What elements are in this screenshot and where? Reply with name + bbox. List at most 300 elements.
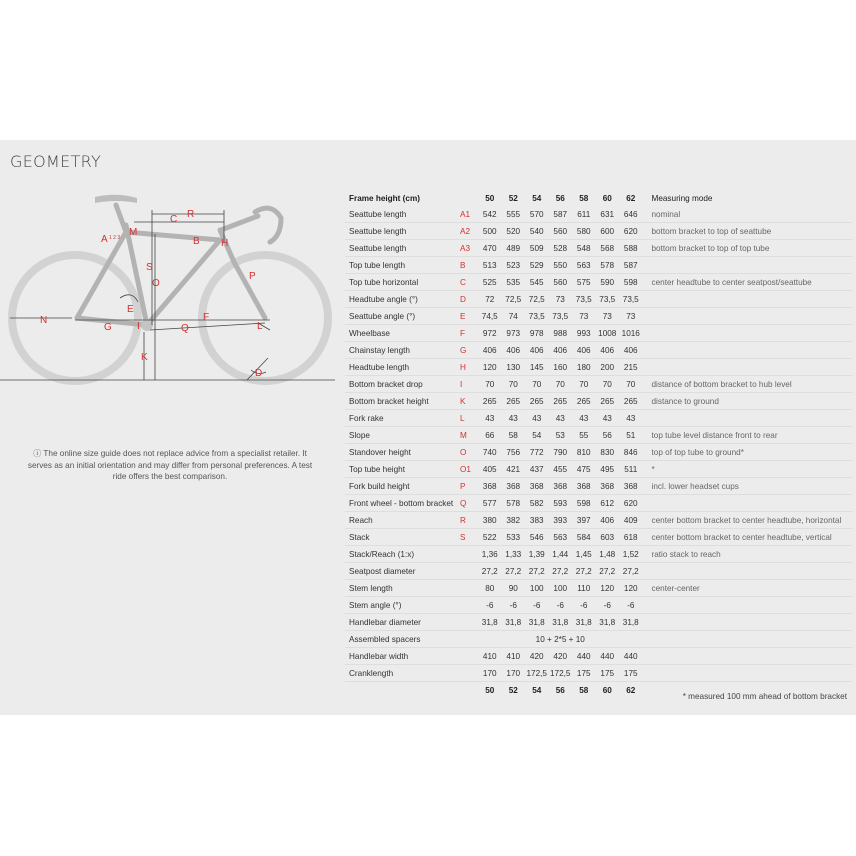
- row-value: 540: [525, 223, 549, 240]
- row-measuring-mode: top tube level distance front to rear: [643, 427, 852, 444]
- row-value: 600: [596, 223, 620, 240]
- header-size: 62: [626, 193, 636, 203]
- row-value: 175: [619, 665, 643, 682]
- row-value: 563: [549, 529, 573, 546]
- row-value: 598: [572, 495, 596, 512]
- row-value: 790: [549, 444, 573, 461]
- footnote: * measured 100 mm ahead of bottom bracket: [682, 692, 847, 701]
- row-value: 120: [478, 359, 502, 376]
- label-O: O: [152, 278, 160, 289]
- row-label: Chainstay length: [345, 342, 460, 359]
- row-code: [460, 631, 478, 648]
- row-measuring-mode: [643, 257, 852, 274]
- row-measuring-mode: [643, 359, 852, 376]
- label-A-sub: 1 2 3: [109, 235, 121, 241]
- row-value: -6: [478, 597, 502, 614]
- table-row: [345, 393, 852, 410]
- row-code: A3: [460, 240, 478, 257]
- row-label: Stack/Reach (1:x): [345, 546, 460, 563]
- row-value: 27,2: [596, 563, 620, 580]
- row-label: Seattube length: [345, 240, 460, 257]
- label-I: I: [137, 321, 140, 332]
- row-code: [460, 580, 478, 597]
- row-label: Bottom bracket height: [345, 393, 460, 410]
- label-K: K: [141, 352, 148, 363]
- row-value: -6: [572, 597, 596, 614]
- row-value: 74,5: [478, 308, 502, 325]
- row-measuring-mode: [643, 665, 852, 682]
- row-value: 368: [572, 478, 596, 495]
- table-row: [345, 274, 852, 291]
- table-row: [345, 376, 852, 393]
- row-value: 612: [596, 495, 620, 512]
- row-value: 70: [525, 376, 549, 393]
- table-row: [345, 291, 852, 308]
- row-value: 525: [478, 274, 502, 291]
- row-value: 382: [502, 512, 526, 529]
- footer-size: 52: [508, 685, 518, 695]
- row-value: 55: [572, 427, 596, 444]
- row-label: Slope: [345, 427, 460, 444]
- table-row: [345, 240, 852, 257]
- row-label: Stack: [345, 529, 460, 546]
- label-D: D: [255, 368, 263, 379]
- label-G: G: [104, 322, 112, 333]
- table-row: [345, 478, 852, 495]
- row-value: 528: [549, 240, 573, 257]
- row-value: 406: [525, 342, 549, 359]
- row-code: H: [460, 359, 478, 376]
- label-E: E: [127, 304, 134, 315]
- row-value: 533: [502, 529, 526, 546]
- row-merged-value: 10 + 2*5 + 10: [478, 631, 643, 648]
- row-label: Headtube angle (°): [345, 291, 460, 308]
- row-value: 593: [549, 495, 573, 512]
- table-row: [345, 529, 852, 546]
- row-value: 43: [502, 410, 526, 427]
- row-label: Seattube length: [345, 223, 460, 240]
- row-value: 368: [619, 478, 643, 495]
- row-value: 70: [572, 376, 596, 393]
- row-value: 27,2: [502, 563, 526, 580]
- row-value: 73: [596, 308, 620, 325]
- header-size: 50: [485, 193, 495, 203]
- row-code: L: [460, 410, 478, 427]
- row-value: 368: [549, 478, 573, 495]
- row-value: 978: [525, 325, 549, 342]
- bottom-bracket: [141, 319, 153, 331]
- table-row: [345, 580, 852, 597]
- row-value: 172,5: [549, 665, 573, 682]
- row-label: Seatpost diameter: [345, 563, 460, 580]
- row-value: 145: [525, 359, 549, 376]
- footer-size: 62: [626, 685, 636, 695]
- row-code: O1: [460, 461, 478, 478]
- row-label: Front wheel - bottom bracket: [345, 495, 460, 512]
- row-value: 160: [549, 359, 573, 376]
- table-row: [345, 410, 852, 427]
- row-value: 110: [572, 580, 596, 597]
- row-label: Stem angle (°): [345, 597, 460, 614]
- row-value: 568: [596, 240, 620, 257]
- row-value: 548: [572, 240, 596, 257]
- row-value: 406: [478, 342, 502, 359]
- table-row: [345, 342, 852, 359]
- label-B: B: [193, 236, 200, 247]
- row-value: 73: [549, 291, 573, 308]
- row-measuring-mode: incl. lower headset cups: [643, 478, 852, 495]
- row-value: 470: [478, 240, 502, 257]
- row-value: 587: [549, 206, 573, 223]
- row-value: 535: [502, 274, 526, 291]
- row-value: 130: [502, 359, 526, 376]
- row-value: 56: [596, 427, 620, 444]
- row-value: 27,2: [478, 563, 502, 580]
- row-label: Seattube length: [345, 206, 460, 223]
- row-value: 489: [502, 240, 526, 257]
- row-label: Reach: [345, 512, 460, 529]
- row-measuring-mode: [643, 614, 852, 631]
- row-value: 611: [572, 206, 596, 223]
- row-code: O: [460, 444, 478, 461]
- row-code: S: [460, 529, 478, 546]
- row-value: 988: [549, 325, 573, 342]
- page-title: GEOMETRY: [10, 152, 102, 171]
- row-value: 27,2: [549, 563, 573, 580]
- row-value: 383: [525, 512, 549, 529]
- row-value: 180: [572, 359, 596, 376]
- row-value: 265: [502, 393, 526, 410]
- row-value: 43: [596, 410, 620, 427]
- row-value: 1008: [596, 325, 620, 342]
- row-code: [460, 614, 478, 631]
- label-N: N: [40, 315, 48, 326]
- row-label: Standover height: [345, 444, 460, 461]
- row-value: 265: [549, 393, 573, 410]
- row-code: I: [460, 376, 478, 393]
- row-label: Bottom bracket drop: [345, 376, 460, 393]
- row-value: 1,52: [619, 546, 643, 563]
- row-code: A2: [460, 223, 478, 240]
- row-value: 405: [478, 461, 502, 478]
- row-value: 368: [478, 478, 502, 495]
- row-value: 73: [619, 308, 643, 325]
- size-guide-disclaimer: ⓘ The online size guide does not replace advice from a specialist retailer. It serves as an initial orientation and may differ from personal preferences. A test ride offers the best comparison.: [27, 449, 313, 481]
- row-measuring-mode: ratio stack to reach: [643, 546, 852, 563]
- row-value: 578: [502, 495, 526, 512]
- table-row: [345, 563, 852, 580]
- row-value: 27,2: [572, 563, 596, 580]
- table-row: [345, 461, 852, 478]
- row-value: 31,8: [596, 614, 620, 631]
- row-measuring-mode: center bottom bracket to center headtube, horizontal: [643, 512, 852, 529]
- row-code: E: [460, 308, 478, 325]
- row-value: 455: [549, 461, 573, 478]
- row-value: 70: [502, 376, 526, 393]
- row-value: 406: [549, 342, 573, 359]
- row-value: -6: [549, 597, 573, 614]
- row-value: 368: [502, 478, 526, 495]
- row-value: 73,5: [572, 291, 596, 308]
- row-label: Stem length: [345, 580, 460, 597]
- row-value: 830: [596, 444, 620, 461]
- row-value: 43: [525, 410, 549, 427]
- row-value: -6: [596, 597, 620, 614]
- row-value: 31,8: [478, 614, 502, 631]
- row-value: 27,2: [619, 563, 643, 580]
- row-value: 546: [525, 529, 549, 546]
- header-size: 58: [579, 193, 589, 203]
- row-value: 563: [572, 257, 596, 274]
- row-measuring-mode: top of top tube to ground*: [643, 444, 852, 461]
- row-value: 993: [572, 325, 596, 342]
- row-value: 560: [549, 274, 573, 291]
- row-value: 265: [525, 393, 549, 410]
- row-value: 73,5: [596, 291, 620, 308]
- row-value: 172,5: [525, 665, 549, 682]
- row-code: [460, 546, 478, 563]
- row-value: 511: [619, 461, 643, 478]
- row-code: F: [460, 325, 478, 342]
- footer-spacer: [345, 682, 460, 699]
- row-code: [460, 563, 478, 580]
- saddle: [95, 195, 137, 203]
- row-value: 43: [572, 410, 596, 427]
- row-label: Top tube height: [345, 461, 460, 478]
- table-row: [345, 512, 852, 529]
- row-value: 756: [502, 444, 526, 461]
- row-value: 509: [525, 240, 549, 257]
- row-value: 66: [478, 427, 502, 444]
- row-value: 588: [619, 240, 643, 257]
- row-measuring-mode: [643, 597, 852, 614]
- row-value: 74: [502, 308, 526, 325]
- footer-size: 50: [485, 685, 495, 695]
- row-value: 475: [572, 461, 596, 478]
- row-code: Q: [460, 495, 478, 512]
- row-measuring-mode: [643, 495, 852, 512]
- row-value: 522: [478, 529, 502, 546]
- row-value: 100: [549, 580, 573, 597]
- row-value: 603: [596, 529, 620, 546]
- row-value: 520: [502, 223, 526, 240]
- row-value: 523: [502, 257, 526, 274]
- row-value: 495: [596, 461, 620, 478]
- row-value: 410: [478, 648, 502, 665]
- row-value: 440: [572, 648, 596, 665]
- row-value: 772: [525, 444, 549, 461]
- row-value: 409: [619, 512, 643, 529]
- label-M: M: [129, 227, 138, 238]
- row-value: 100: [525, 580, 549, 597]
- row-value: 70: [596, 376, 620, 393]
- row-code: B: [460, 257, 478, 274]
- row-code: [460, 597, 478, 614]
- row-value: 618: [619, 529, 643, 546]
- row-value: 598: [619, 274, 643, 291]
- row-code: D: [460, 291, 478, 308]
- header-size: 54: [532, 193, 542, 203]
- table-row: [345, 631, 852, 648]
- row-value: 265: [572, 393, 596, 410]
- row-label: Handlebar width: [345, 648, 460, 665]
- row-label: Wheelbase: [345, 325, 460, 342]
- row-measuring-mode: center bottom bracket to center headtube, vertical: [643, 529, 852, 546]
- row-code: [460, 665, 478, 682]
- row-value: 265: [596, 393, 620, 410]
- row-value: 550: [549, 257, 573, 274]
- row-value: 410: [502, 648, 526, 665]
- row-value: 265: [619, 393, 643, 410]
- row-value: 380: [478, 512, 502, 529]
- row-value: 973: [502, 325, 526, 342]
- row-measuring-mode: [643, 291, 852, 308]
- row-value: 265: [478, 393, 502, 410]
- row-value: 440: [619, 648, 643, 665]
- row-value: 577: [478, 495, 502, 512]
- row-value: 70: [619, 376, 643, 393]
- row-code: P: [460, 478, 478, 495]
- row-value: -6: [502, 597, 526, 614]
- table-row: [345, 206, 852, 223]
- row-value: 31,8: [549, 614, 573, 631]
- row-value: 1,39: [525, 546, 549, 563]
- row-value: 580: [572, 223, 596, 240]
- row-value: 393: [549, 512, 573, 529]
- row-measuring-mode: [643, 308, 852, 325]
- row-value: 437: [525, 461, 549, 478]
- row-value: 43: [549, 410, 573, 427]
- label-S: S: [146, 262, 153, 273]
- row-value: 406: [572, 342, 596, 359]
- row-value: 215: [619, 359, 643, 376]
- row-value: 200: [596, 359, 620, 376]
- row-value: 421: [502, 461, 526, 478]
- row-value: 420: [525, 648, 549, 665]
- row-measuring-mode: [643, 563, 852, 580]
- row-value: 73,5: [525, 308, 549, 325]
- row-value: 440: [596, 648, 620, 665]
- row-value: 406: [596, 512, 620, 529]
- row-label: Fork rake: [345, 410, 460, 427]
- row-value: 513: [478, 257, 502, 274]
- row-value: 555: [502, 206, 526, 223]
- footer-size: 60: [602, 685, 612, 695]
- footer-code: [460, 682, 478, 699]
- table-row: [345, 359, 852, 376]
- row-value: 631: [596, 206, 620, 223]
- row-measuring-mode: distance of bottom bracket to hub level: [643, 376, 852, 393]
- row-measuring-mode: bottom bracket to top of top tube: [643, 240, 852, 257]
- geometry-panel: [0, 140, 856, 715]
- table-row: [345, 546, 852, 563]
- table-row: [345, 614, 852, 631]
- row-value: 406: [502, 342, 526, 359]
- row-value: 1,48: [596, 546, 620, 563]
- table-row: [345, 665, 852, 682]
- row-value: 420: [549, 648, 573, 665]
- row-value: 1,45: [572, 546, 596, 563]
- row-value: 72: [478, 291, 502, 308]
- row-value: -6: [525, 597, 549, 614]
- table-header-row: [345, 190, 852, 206]
- header-frame-height: Frame height (cm): [349, 193, 420, 203]
- row-value: 542: [478, 206, 502, 223]
- label-P: P: [249, 271, 256, 282]
- row-measuring-mode: [643, 342, 852, 359]
- row-value: 406: [619, 342, 643, 359]
- bike-geometry-diagram: [0, 190, 335, 440]
- row-measuring-mode: bottom bracket to top of seattube: [643, 223, 852, 240]
- label-F: F: [203, 312, 210, 323]
- row-value: 43: [619, 410, 643, 427]
- row-value: 170: [502, 665, 526, 682]
- row-value: 582: [525, 495, 549, 512]
- row-value: 500: [478, 223, 502, 240]
- header-measuring-mode: Measuring mode: [651, 193, 713, 203]
- row-label: Handlebar diameter: [345, 614, 460, 631]
- row-value: -6: [619, 597, 643, 614]
- row-value: 584: [572, 529, 596, 546]
- geometry-table: [345, 190, 852, 698]
- row-code: A1: [460, 206, 478, 223]
- row-value: 397: [572, 512, 596, 529]
- row-measuring-mode: [643, 325, 852, 342]
- row-value: 58: [502, 427, 526, 444]
- row-value: 80: [478, 580, 502, 597]
- row-code: C: [460, 274, 478, 291]
- row-value: 70: [478, 376, 502, 393]
- label-A: A: [101, 234, 108, 245]
- row-measuring-mode: center headtube to center seatpost/seattube: [643, 274, 852, 291]
- row-value: 646: [619, 206, 643, 223]
- header-size: 60: [602, 193, 612, 203]
- row-value: 1,44: [549, 546, 573, 563]
- row-label: Top tube horizontal: [345, 274, 460, 291]
- row-value: 120: [596, 580, 620, 597]
- row-value: 51: [619, 427, 643, 444]
- label-L: L: [257, 321, 263, 332]
- row-code: K: [460, 393, 478, 410]
- row-value: 73: [572, 308, 596, 325]
- row-value: 590: [596, 274, 620, 291]
- row-value: 368: [596, 478, 620, 495]
- row-value: 545: [525, 274, 549, 291]
- row-value: 406: [596, 342, 620, 359]
- row-value: 72,5: [525, 291, 549, 308]
- row-code: M: [460, 427, 478, 444]
- row-value: 31,8: [502, 614, 526, 631]
- table-row: [345, 444, 852, 461]
- row-value: 175: [596, 665, 620, 682]
- header-size: 56: [555, 193, 565, 203]
- row-value: 560: [549, 223, 573, 240]
- row-label: Seattube angle (°): [345, 308, 460, 325]
- row-value: 31,8: [525, 614, 549, 631]
- footer-size: 58: [579, 685, 589, 695]
- row-value: 570: [525, 206, 549, 223]
- row-value: 70: [549, 376, 573, 393]
- table-row: [345, 427, 852, 444]
- row-value: 529: [525, 257, 549, 274]
- row-value: 73,5: [619, 291, 643, 308]
- row-measuring-mode: [643, 410, 852, 427]
- row-value: 368: [525, 478, 549, 495]
- table-row: [345, 648, 852, 665]
- header-code: [460, 190, 478, 206]
- label-R: R: [187, 209, 195, 220]
- row-value: 620: [619, 223, 643, 240]
